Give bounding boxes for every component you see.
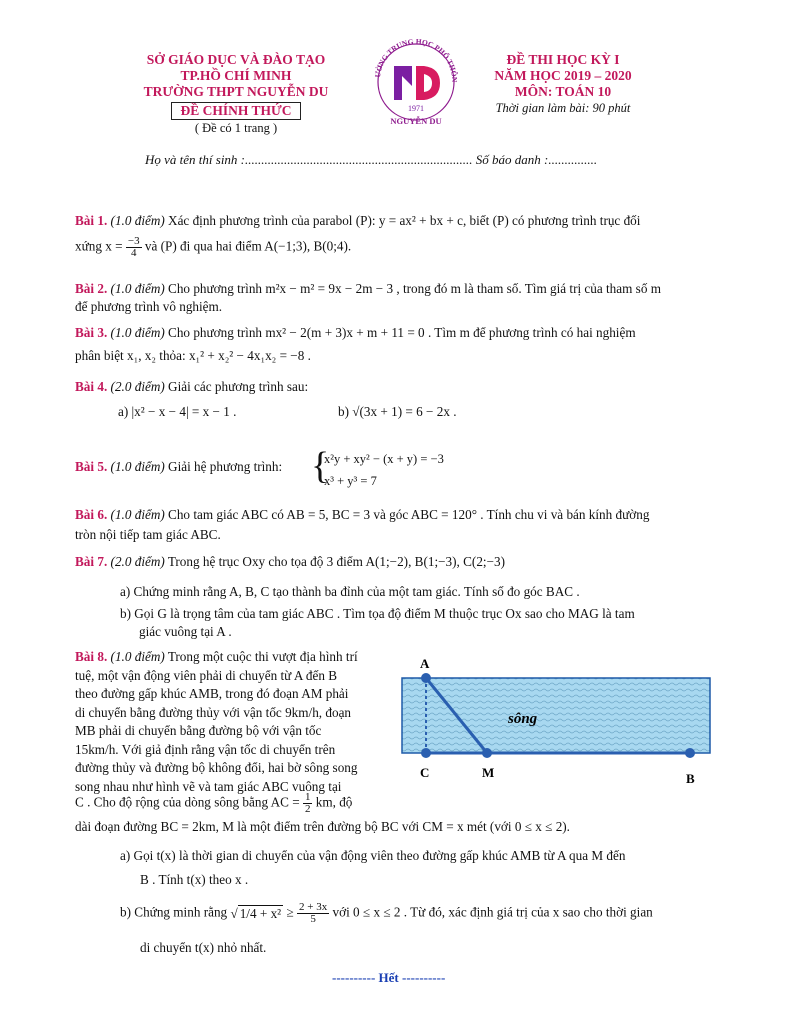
problem-8-line-10: dài đoạn đường BC = 2km, M là một điểm trên đường bộ BC với CM = x mét (với 0 ≤ x ≤ 2). <box>75 819 570 834</box>
department-name: SỞ GIÁO DỤC VÀ ĐÀO TẠO <box>146 52 326 67</box>
problem-8a-line-2: B . Tính t(x) theo x . <box>140 872 249 887</box>
label-m: M <box>482 765 495 780</box>
logo-arc-text: ƯỜNG TRUNG HỌC PHỔ THÔN <box>373 36 460 83</box>
sqrt-expression: √ 1/4 + x² <box>230 905 282 921</box>
problem-7: Bài 7. (2.0 điểm) Trong hệ trục Oxy cho tọa độ 3 điểm A(1;−2), B(1;−3), C(2;−3) <box>75 554 506 569</box>
problem-7b: b) Gọi G là trọng tâm của tam giác ABC . Tìm tọa độ điểm M thuộc trục Ox sao cho MAG là tam <box>120 606 635 621</box>
problem-8b: b) Chứng minh rằng √ 1/4 + x² ≥ $\frac{2 + 3x}{5}$ với 0 ≤ x ≤ 2 . Từ đó, xác định giá trị của x sao cho thời gian <box>120 901 653 925</box>
problem-8-line-9: C . Cho độ rộng của dòng sông bằng AC = $\frac{1}{2}$ km, độ <box>75 791 353 815</box>
problem-7a: a) Chứng minh rằng A, B, C tạo thành ba đỉnh của một tam giác. Tính số đo góc BAC . <box>120 584 580 599</box>
river-area <box>402 678 710 753</box>
problem-6-line-2: tròn nội tiếp tam giác ABC. <box>75 527 221 542</box>
problem-7b-line-2: giác vuông tại A . <box>139 624 232 639</box>
problem-3-line-2: phân biệt x₁, x₂ thỏa: x₁² + x₂² − 4x₁x₂ = −8 . <box>75 348 311 363</box>
problem-6: Bài 6. (1.0 điểm) Cho tam giác ABC có AB = 5, BC = 3 và góc ABC = 120° . Tính chu vi và bán kính đường <box>75 507 650 522</box>
logo-school-name: NGUYỄN DU <box>390 116 442 126</box>
header-left <box>125 52 347 136</box>
river-figure <box>398 656 716 792</box>
problem-8-text: Bài 8. (1.0 điểm) Trong một cuộc thi vượt địa hình trí tuệ, một vận động viên phải di chuyển từ A đến B theo đường gấp khúc AMB, trong đó đoạn AM phải di chuyển bằng đường thủy với vận tốc 9km/h, đoạn MB phải di chuyển bằng đường bộ với vận tốc 15km/h. Với giả định rằng vận tốc di chuyển trên đường thủy và đường bộ không đổi, hai bờ sông song song nhau như hình vẽ và tam giác ABC vuông tại <box>75 649 358 794</box>
system-equations <box>324 448 444 492</box>
official-label: ĐỀ CHÍNH THỨC <box>171 102 300 120</box>
problem-1-line-2: xứng x = $\frac{-3}{4}$ và (P) đi qua hai điểm A(−1;3), B(0;4). <box>75 235 352 259</box>
candidate-info-line: Họ và tên thí sinh :...................................................................... Số báo danh :............... <box>145 152 598 167</box>
point-b <box>685 748 695 758</box>
point-m <box>482 748 492 758</box>
exam-title: ĐỀ THI HỌC KỲ I <box>506 52 620 67</box>
header-right <box>474 52 652 116</box>
problem-5: Bài 5. (1.0 điểm) Giải hệ phương trình: <box>75 459 283 474</box>
system-eq-2: x³ + y³ = 7 <box>324 474 377 488</box>
time-allowed: Thời gian làm bài: 90 phút <box>495 101 631 115</box>
problem-2: Bài 2. (1.0 điểm) Cho phương trình m²x − m² = 9x − 2m − 3 , trong đó m là tham số. Tìm giá trị của tham số m <box>75 281 661 296</box>
school-year: NĂM HỌC 2019 – 2020 <box>494 68 632 83</box>
point-c <box>421 748 431 758</box>
label-a: A <box>420 656 430 671</box>
label-c: C <box>420 765 430 780</box>
system-eq-1: x²y + xy² − (x + y) = −3 <box>324 452 444 466</box>
problem-2-line-2: để phương trình vô nghiệm. <box>75 299 223 314</box>
problem-8b-line-2: di chuyển t(x) nhỏ nhất. <box>140 940 267 955</box>
problem-4a: a) |x² − x − 4| = x − 1 . <box>118 404 237 419</box>
end-marker: ---------- Hết ---------- <box>332 970 446 985</box>
svg-text:TRƯỜNG TRUNG HỌC PHỔ THÔNG <box>366 34 460 83</box>
page-count-note: ( Đề có 1 trang ) <box>194 121 278 135</box>
school-logo <box>366 34 466 129</box>
system-brace: { <box>311 445 330 487</box>
problem-3: Bài 3. (1.0 điểm) Cho phương trình mx² − 2(m + 3)x + m + 11 = 0 . Tìm m để phương trình có hai nghiệm <box>75 325 636 340</box>
logo-year: 1971 <box>408 104 424 113</box>
point-a <box>421 673 431 683</box>
problem-8a: a) Gọi t(x) là thời gian di chuyển của vận động viên theo đường gấp khúc AMB từ A qua M đến <box>120 848 626 863</box>
problem-4b: b) √(3x + 1) = 6 − 2x . <box>338 404 457 419</box>
subject-name: MÔN: TOÁN 10 <box>514 84 612 99</box>
school-name: TRƯỜNG THPT NGUYỄN DU <box>143 84 329 99</box>
river-label: sông <box>508 711 538 727</box>
city-name: TP.HỒ CHÍ MINH <box>180 68 292 83</box>
problem-4: Bài 4. (2.0 điểm) Giải các phương trình sau: <box>75 379 309 394</box>
fraction-axis: $\frac{-3}{4}$ <box>127 235 140 259</box>
problem-1: Bài 1. (1.0 điểm) Xác định phương trình của parabol (P): y = ax² + bx + c, biết (P) có phương trình trục đối <box>75 213 641 228</box>
label-b: B <box>686 771 695 786</box>
